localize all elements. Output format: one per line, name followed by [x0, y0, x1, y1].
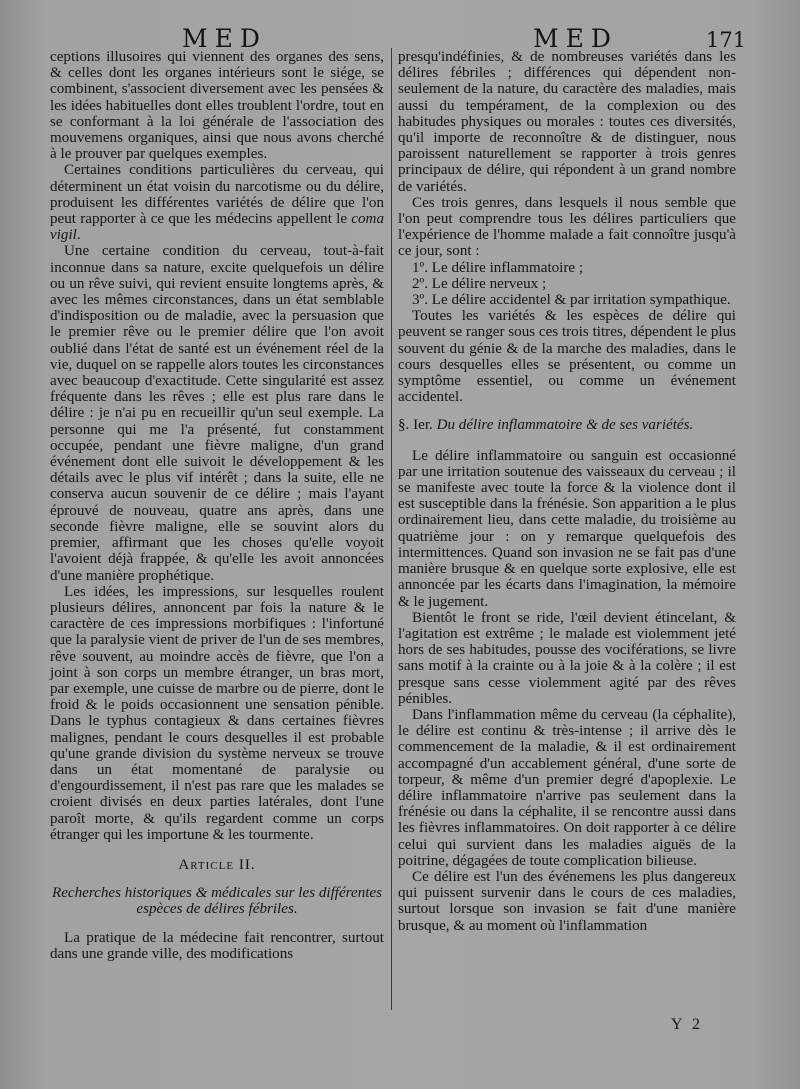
- list-item: [398, 292, 736, 308]
- list-item: [398, 260, 736, 276]
- paragraph-text: presqu'indéfinies, & de nombreuses variétés dans les délires fébriles ; différences qui dépendent non-seulement de la nature, du caractère des maladies, mais aussi du tempérament, de la complexion ou des habitudes physiques ou morales : toutes ces diversités, qu'il importe de reconnoître & de distinguer, nous paroissent naturellement se rapporter à trois genres principaux de délire, qui répondent à un grand nombre de variétés.: [398, 49, 736, 195]
- paragraph-text: Dans l'inflammation même du cerveau (la céphalite), le délire est continu & très-intense ; il arrive dès le commencement de la maladie, & il est ordinairement accompagné d'un accablement général, d'une sorte de torpeur, & même d'un premier degré d'apoplexie. Le délire inflammatoire n'arrive pas seulement dans la frénésie ou dans la céphalite, il se rencontre aussi dans les fièvres inflammatoires. On doit rapporter à ce délire celui qui survient dans les maladies aiguës de la poitrine, dégagées de toute complication bilieuse.: [398, 706, 736, 869]
- paragraph: [398, 308, 736, 405]
- paragraph: [398, 707, 736, 869]
- paragraph-text: Ce délire est l'un des événemens les plus dangereux qui puissent survenir dans le cours de ces maladies, surtout lorsque son invasion se fait d'une manière brusque, & au moment où l'inflammation: [398, 868, 736, 934]
- paragraph-text: Bientôt le front se ride, l'œil devient étincelant, & l'agitation est extrême ; le malade est violemment jeté hors de ses habitudes, pousse des vociférations, se livre sans motif à la crainte ou à la joie & à la colère ; il est presque sans cesse violemment agité par des rêves pénibles.: [398, 609, 736, 707]
- paragraph: [50, 584, 384, 843]
- paragraph: [50, 243, 384, 583]
- paragraph: [50, 49, 384, 162]
- italic-term: coma vigil: [50, 211, 384, 244]
- paragraph-text: Les idées, les impressions, sur lesquelles roulent plusieurs délires, annoncent par fois la nature & le caractère de ces impressions morbifiques : l'infortuné que la paralysie vient de priver de l'un de ses membres, rêve souvent, au moindre accès de fièvre, que l'on a joint à son corps un membre étranger, un bras mort, par exemple, une cuisse de marbre ou de pierre, dont le froid & le poids occasionnent une sensation pénible. Dans le typhus contagieux & dans certaines fièvres malignes, pendant le cours desquelles il est probable qu'une grande division du système nerveux se trouve dans un état momentané de paralysie ou d'engourdissement, il n'est pas rare que les malades se croient divisés en deux parties latérales, dont l'une paroît morte, & qu'ils regardent comme un corps étranger qui les importune & les tourmente.: [50, 583, 384, 843]
- paragraph: [398, 448, 736, 610]
- page-number: 171: [706, 28, 747, 52]
- paragraph-text: 3º. Le délire accidentel & par irritation sympathique.: [412, 292, 731, 309]
- list-item: [398, 276, 736, 292]
- article-heading: Article II.: [178, 856, 256, 873]
- left-column: [50, 49, 384, 962]
- paragraph-text: ceptions illusoires qui viennent des organes des sens, & celles dont les organes intérieurs sont le siége, se combinent, s'associent diversement avec les pensées & les idées habituelles dont elles troublent l'ordre, tout en se conformant à la loi générale de l'association des mouvemens organiques, ainsi que nous avons cherché à le prouver par quelques exemples.: [50, 49, 384, 163]
- paragraph-text: Le délire inflammatoire ou sanguin est occasionné par une irritation soutenue des vaisseaux du cerveau ; il se manifeste avec toute la force & la violence dont il est susceptible dans la frénésie. Son apparition a le plus ordinairement lieu, dans cette maladie, du troisième au quatrième jour : on y remarque quelquefois des intermittences. Quand son invasion ne se fait pas d'une manière brusque & en quelque sorte explosive, elle est annoncée par les écarts dans l'imagination, la mémoire & le jugement.: [398, 447, 736, 610]
- paragraph-text: 2º. Le délire nerveux ;: [412, 275, 547, 292]
- section-heading: [398, 417, 736, 433]
- section-number: §. Ier.: [398, 417, 433, 434]
- paragraph-text: La pratique de la médecine fait rencontrer, surtout dans une grande ville, des modifications: [50, 929, 384, 962]
- paragraph: [50, 930, 384, 962]
- paragraph-text: Ces trois genres, dans lesquels il nous semble que l'on peut comprendre tous les délires particuliers que l'expérience de l'homme malade a fait connoître jusqu'à ce jour, sont :: [398, 194, 736, 260]
- paragraph-text: Toutes les variétés & les espèces de délire qui peuvent se ranger sous ces trois titres, dépendent le plus souvent du génie & de la marche des maladies, dans le cours desquelles elles se présentent, ou comme un symptôme essentiel, ou comme un événement accidentel.: [398, 308, 736, 406]
- paragraph: [398, 869, 736, 934]
- paragraph: [50, 162, 384, 243]
- header-left: MED: [182, 24, 267, 53]
- paragraph: [398, 49, 736, 195]
- column-divider: [391, 48, 392, 1010]
- signature-mark: Y 2: [671, 1016, 703, 1033]
- paragraph-text: 1º. Le délire inflammatoire ;: [412, 259, 584, 276]
- paragraph-text: Une certaine condition du cerveau, tout-à-fait inconnue dans sa nature, excite quelquefois un délire ou un rêve suivi, qui revient ensuite longtems après, & avec les mêmes circonstances, dans un état semblable d'indisposition ou de maladie, avec la persuasion que le premier rêve ou le premier délire que l'on avoit oublié dans l'état de santé est un événement réel de la vie, duquel on se rappelle alors toutes les circonstances avec beaucoup d'exactitude. Cette singularité est assez fréquente dans les rêves ; elle est plus rare dans le délire : je n'ai pu en recueillir qu'un seul exemple. La personne qui me l'a présenté, fut constamment occupée, pendant une fièvre maligne, d'un grand événement dont elle suivoit le développement & les détails avec le plus vif intérêt ; dans la suite, elle ne conserva aucun souvenir de ce délire ; mais l'ayant éprouvé de nouveau, quatre ans après, dans une seconde fièvre maligne, elle se souvint alors du premier, affirmant que les choses qu'elle voyoit l'avoient déjà frappée, & qu'elle les avoit annoncées d'une manière prophétique.: [50, 243, 384, 584]
- paragraph-text: Certaines conditions particulières du cerveau, qui déterminent un état voisin du narcotisme ou du délire, produisent les différentes variétés de délire que l'on peut rapporter à ce que les médecins appellent le: [50, 162, 384, 228]
- right-column: [398, 49, 736, 934]
- header-right: MED: [533, 24, 618, 53]
- paragraph: [398, 610, 736, 707]
- section-title: Du délire inflammatoire & de ses variétés.: [436, 417, 694, 434]
- paragraph: [398, 195, 736, 260]
- paragraph-tail: .: [76, 227, 81, 244]
- article-subtitle: Recherches historiques & médicales sur les différentes espèces de délires fébriles.: [51, 885, 383, 918]
